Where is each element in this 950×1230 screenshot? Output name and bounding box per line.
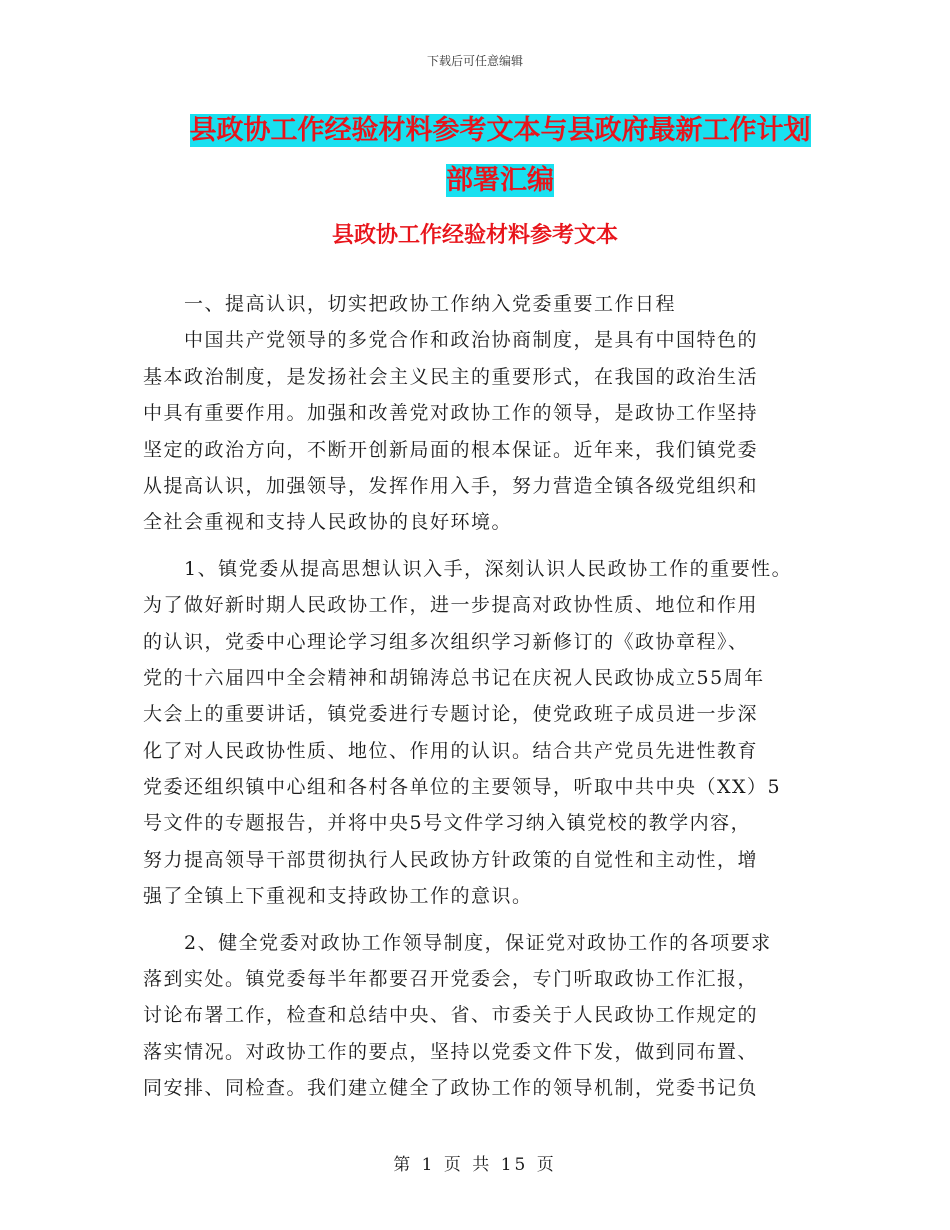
text-line: 中国共产党领导的多党合作和政治协商制度，是具有中国特色的 (143, 329, 759, 352)
text-line: 讨论布署工作，检查和总结中央、省、市委关于人民政协工作规定的 (143, 1004, 759, 1027)
text-line: 努力提高领导干部贯彻执行人民政协方针政策的自觉性和主动性，增 (143, 848, 759, 871)
text-line: 1、镇党委从提高思想认识入手，深刻认识人民政协工作的重要性。 (143, 557, 793, 580)
text-line: 基本政治制度，是发扬社会主义民主的重要形式，在我国的政治生活 (143, 365, 759, 388)
text-line: 号文件的专题报告，并将中央5号文件学习纳入镇党校的教学内容， (143, 812, 752, 835)
text-line: 中具有重要作用。加强和改善党对政协工作的领导，是政协工作坚持 (143, 402, 759, 425)
text-line: 落到实处。镇党委每半年都要召开党委会，专门听取政协工作汇报， (143, 968, 759, 991)
header-note: 下载后可任意编辑 (426, 54, 523, 68)
document-title-line-2: 部署汇编 (446, 165, 554, 196)
text-line: 落实情况。对政协工作的要点，坚持以党委文件下发，做到同布置、 (143, 1040, 759, 1063)
text-line: 同安排、同检查。我们建立健全了政协工作的领导机制，党委书记负 (143, 1077, 759, 1100)
text-line: 为了做好新时期人民政协工作，进一步提高对政协性质、地位和作用 (143, 594, 759, 617)
footer-prefix: 第 (393, 1155, 414, 1175)
section-title: 县政协工作经验材料参考文本 (331, 222, 618, 248)
text-line: 一、提高认识，切实把政协工作纳入党委重要工作日程 (143, 293, 677, 315)
text-line: 从提高认识，加强领导，发挥作用入手，努力营造全镇各级党组织和 (143, 474, 759, 497)
total-pages: 15 (500, 1155, 529, 1175)
footer-middle: 页 共 (443, 1155, 493, 1175)
page-number: 1 (421, 1155, 436, 1175)
text-line: 党的十六届四中全会精神和胡锦涛总书记在庆祝人民政协成立55周年 (143, 666, 765, 689)
text-line: 大会上的重要讲话，镇党委进行专题讨论，使党政班子成员进一步深 (143, 703, 759, 726)
text-line: 强了全镇上下重视和支持政协工作的意识。 (143, 885, 533, 908)
document-title (140, 106, 860, 206)
text-line: 全社会重视和支持人民政协的良好环境。 (143, 511, 513, 534)
footer-suffix: 页 (536, 1155, 557, 1175)
paragraph-gap (143, 541, 823, 551)
text-line: 党委还组织镇中心组和各村各单位的主要领导，听取中共中央（XX）5 (143, 776, 782, 799)
body-text (143, 286, 823, 1107)
text-line: 化了对人民政协性质、地位、作用的认识。结合共产党员先进性教育 (143, 739, 759, 762)
paragraph-gap (143, 915, 823, 925)
text-line: 的认识，党委中心理论学习组多次组织学习新修订的《政协章程》、 (143, 630, 749, 653)
text-line: 坚定的政治方向，不断开创新局面的根本保证。近年来，我们镇党委 (143, 438, 759, 461)
text-line: 2、健全党委对政协工作领导制度，保证党对政协工作的各项要求 (143, 931, 772, 954)
page-footer (0, 1150, 950, 1175)
document-title-line-1: 县政协工作经验材料参考文本与县政府最新工作计划 (189, 115, 811, 146)
